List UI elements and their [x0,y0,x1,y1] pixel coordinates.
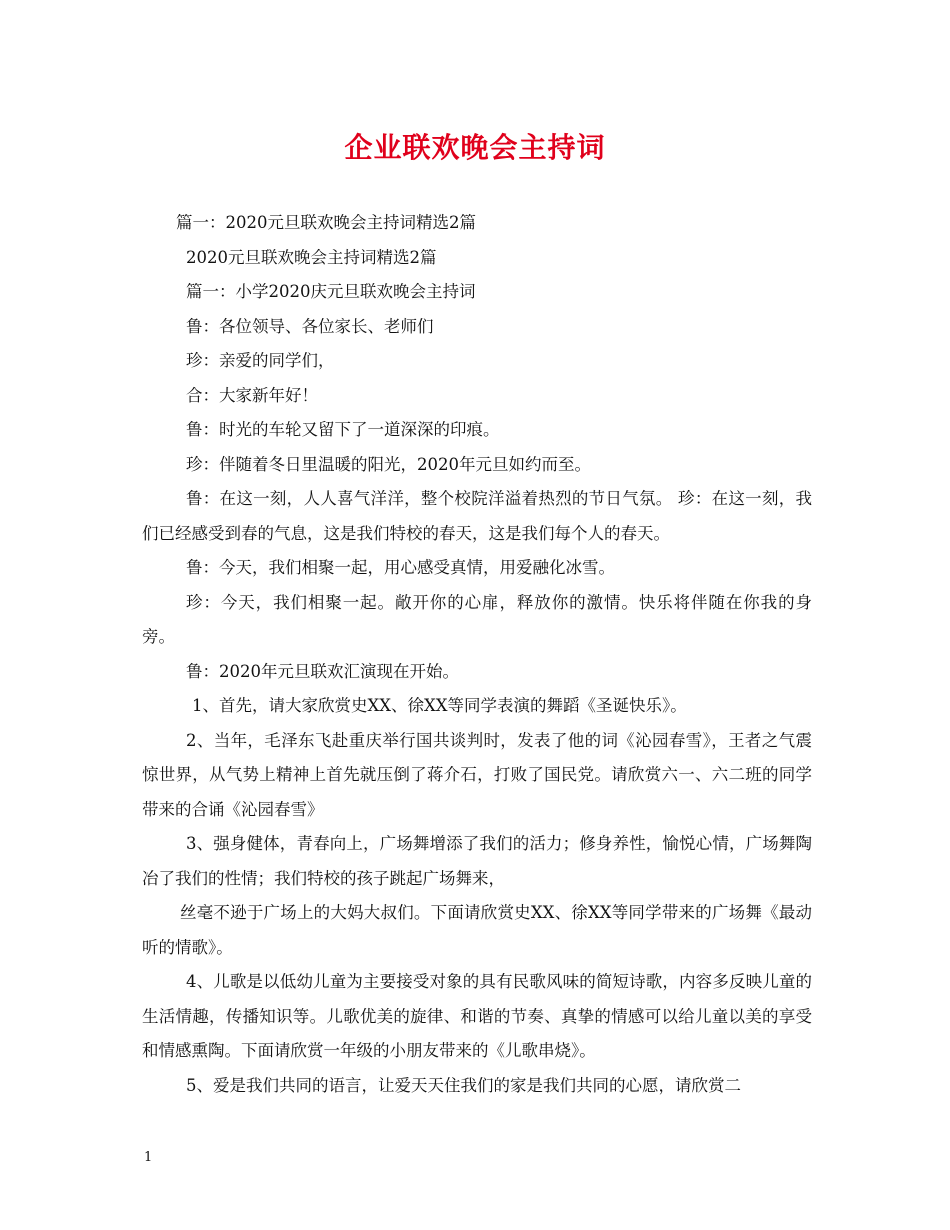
paragraph: 鲁：2020年元旦联欢汇演现在开始。 [186,661,459,681]
paragraph: 篇一：小学2020庆元旦联欢晚会主持词 [186,282,476,301]
paragraph: 鲁：在这一刻，人人喜气洋洋，整个校院洋溢着热烈的节日气氛。 珍：在这一刻，我们已经感受到春的气息，这是我们特校的春天，这是我们每个人的春天。 [142,489,812,543]
paragraph: 鲁：今天，我们相聚一起，用心感受真情，用爱融化冰雪。 [186,558,615,577]
page-number: 1 [144,1150,153,1165]
paragraph: 鲁：各位领导、各位家长、老师们 [186,316,434,336]
paragraph: 丝毫不逊于广场上的大妈大叔们。下面请欣赏史XX、徐XX等同学带来的广场舞《最动听的情歌》。 [142,903,812,957]
paragraph: 4、儿歌是以低幼儿童为主要接受对象的具有民歌风味的简短诗歌，内容多反映儿童的生活情趣，传播知识等。儿歌优美的旋律、和谐的节奏、真挚的情感可以给儿童以美的享受和情感熏陶。下面请欣赏一年级的小朋友带来的《儿歌串烧》。 [142,972,812,1060]
paragraph: 2020元旦联欢晚会主持词精选2篇 [186,247,437,267]
paragraph: 珍：伴随着冬日里温暖的阳光，2020年元旦如约而至。 [186,454,591,474]
paragraph: 2、当年，毛泽东飞赴重庆举行国共谈判时，发表了他的词《沁园春雪》，王者之气震惊世界，从气势上精神上首先就压倒了蒋介石，打败了国民党。请欣赏六一、六二班的同学带来的合诵《沁园春雪》 [142,730,812,819]
paragraph: 珍：亲爱的同学们， [186,351,335,370]
document-title: 企业联欢晚会主持词 [344,131,606,164]
paragraph: 合：大家新年好！ [186,385,318,405]
paragraph: 篇一：2020元旦联欢晚会主持词精选2篇 [176,213,476,232]
paragraph: 鲁：时光的车轮又留下了一道深深的印痕。 [186,420,500,439]
paragraph: 5、爱是我们共同的语言，让爱天天住我们的家是我们共同的心愿，请欣赏二 [186,1075,741,1095]
paragraph: 珍：今天，我们相聚一起。敞开你的心扉，释放你的激情。快乐将伴随在你我的身旁。 [142,592,812,646]
document-body [142,206,812,1103]
paragraph: 3、强身健体，青春向上，广场舞增添了我们的活力；修身养性，愉悦心情，广场舞陶冶了我们的性情；我们特校的孩子跳起广场舞来， [142,834,812,888]
paragraph: 1、首先，请大家欣赏史XX、徐XX等同学表演的舞蹈《圣诞快乐》。 [192,696,687,715]
